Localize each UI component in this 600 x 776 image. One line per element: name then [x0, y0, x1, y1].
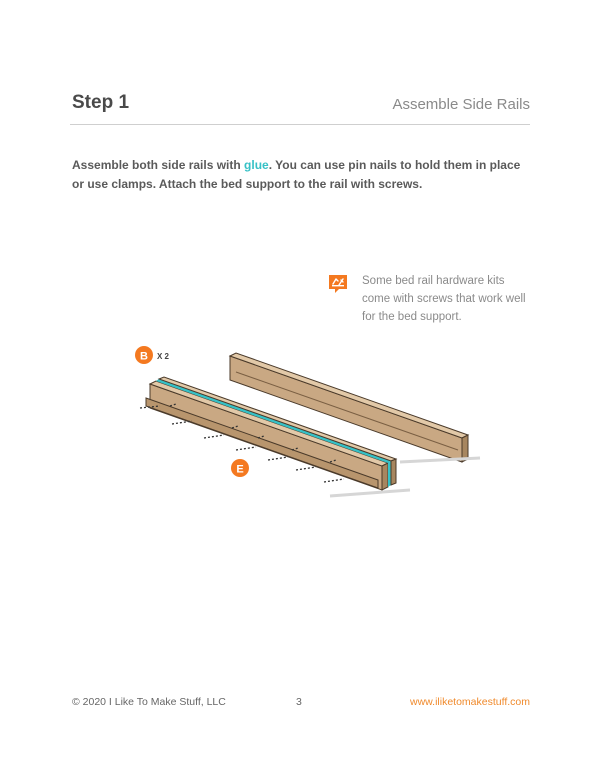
footer-copyright: © 2020 I Like To Make Stuff, LLC — [72, 696, 226, 708]
step-subtitle: Assemble Side Rails — [392, 96, 530, 113]
glue-highlight: glue — [244, 158, 269, 172]
intro-text-before: Assemble both side rails with — [72, 158, 245, 172]
footer-website-link[interactable]: www.iliketomakestuff.com — [409, 696, 530, 708]
intro-text-after: . You can use pin nails to hold them in place or use clamps. Attach the bed support to the rail with screws. — [72, 158, 521, 191]
footer-page-number: 3 — [296, 696, 302, 708]
part-e-label: E — [236, 463, 244, 476]
part-b-qty: X 2 — [157, 352, 170, 361]
part-e-badge — [231, 459, 249, 477]
part-b-badge — [135, 346, 153, 364]
part-b-label: B — [140, 350, 148, 363]
step-title: Step 1 — [72, 92, 130, 113]
tip-text: Some bed rail hardware kits come with screws that work well for the bed support. — [362, 275, 526, 323]
